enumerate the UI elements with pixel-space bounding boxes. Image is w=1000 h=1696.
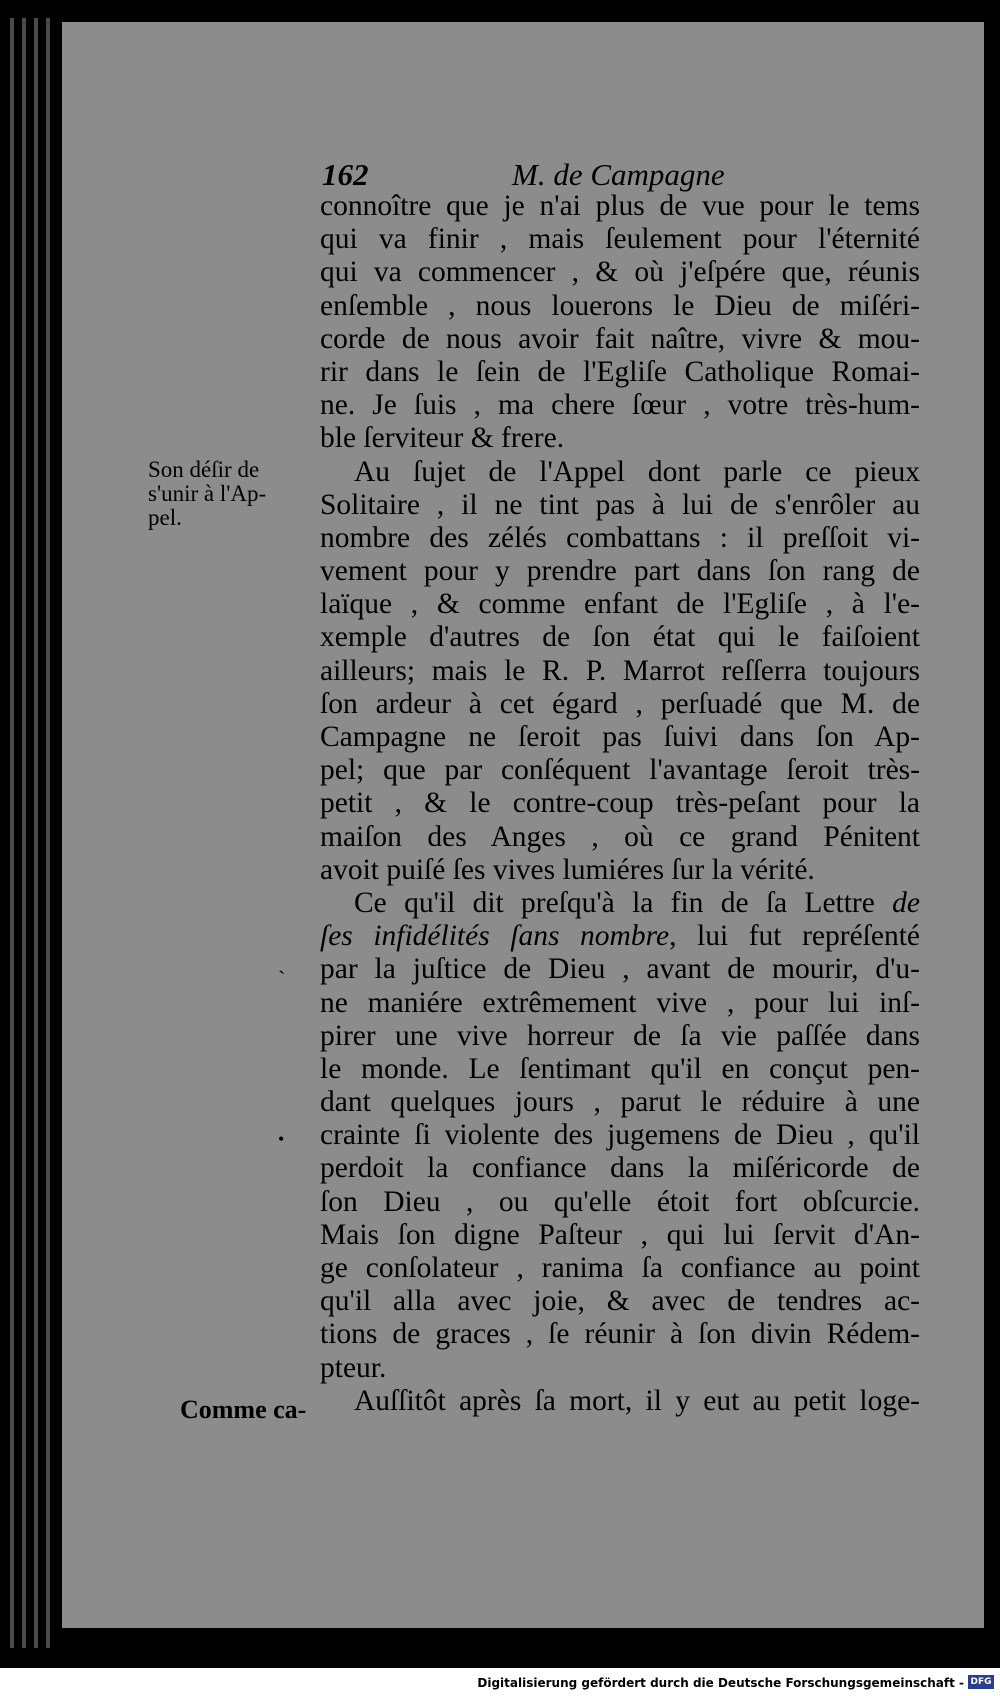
margin-note-line: pel.: [148, 505, 182, 530]
text-fragment: , lui fut repréſenté: [669, 920, 920, 953]
text-line: par la juſtice de Dieu , avant de mourir, d'u-: [320, 953, 920, 986]
margin-note-comme: Comme ca-: [180, 1395, 307, 1424]
text-line: Mais ſon digne Paſteur , qui lui ſervit d'An-: [320, 1218, 920, 1251]
text-line: pirer une vive horreur de ſa vie paſſée dans: [320, 1019, 920, 1052]
text-line: laïque , & comme enfant de l'Egliſe , à l'e-: [320, 588, 920, 621]
ink-speck: •: [278, 1129, 285, 1149]
margin-note-line: s'unir à l'Ap-: [148, 481, 267, 506]
text-line: ne. Je ſuis , ma chere ſœur , votre très-hum-: [320, 389, 920, 422]
text-line: vement pour y prendre part dans ſon rang de: [320, 555, 920, 588]
margin-note-line: Son déſir de: [148, 457, 260, 482]
text-line: pteur.: [320, 1351, 387, 1384]
text-line: [320, 887, 920, 920]
text-line: rir dans le ſein de l'Egliſe Catholique Romai-: [320, 355, 920, 388]
text-line: nombre des zélés combattans : il preſſoit vi-: [320, 521, 920, 554]
text-line: le monde. Le ſentimant qu'il en conçut pen-: [320, 1052, 920, 1085]
digitization-credit: Digitalisierung gefördert durch die Deutsche Forschungsgemeinschaft -: [477, 1676, 964, 1690]
text-line: maiſon des Anges , où ce grand Pénitent: [320, 820, 920, 853]
text-line: ſon Dieu , ou qu'elle étoit fort obſcurcie.: [320, 1185, 920, 1218]
text-line: petit , & le contre-coup très-peſant pour la: [320, 787, 920, 820]
text-line: [320, 920, 920, 953]
italic-fragment: ſes infidélités ſans nombre: [320, 920, 670, 953]
book-edge: [10, 18, 56, 1648]
text-line: qui va finir , mais ſeulement pour l'éternité: [320, 223, 920, 256]
text-line: qui va commencer , & où j'eſpére que, réunis: [320, 256, 920, 289]
text-line: dant quelques jours , parut le réduire à une: [320, 1086, 920, 1119]
text-line: Auſſitôt après ſa mort, il y eut au petit loge-: [354, 1384, 920, 1417]
text-line: perdoit la confiance dans la miſéricorde de: [320, 1152, 920, 1185]
text-line: ſon ardeur à cet égard , perſuadé que M. de: [320, 687, 920, 720]
edge-line: [34, 18, 38, 1648]
text-line: Solitaire , il ne tint pas à lui de s'enrôler au: [320, 488, 920, 521]
text-line: connoître que je n'ai plus de vue pour le tems: [320, 190, 920, 222]
text-line: Campagne ne ſeroit pas ſuivi dans ſon Ap-: [320, 721, 920, 753]
text-line: ailleurs; mais le R. P. Marrot reſſerra toujours: [320, 654, 920, 687]
body-text: [320, 190, 920, 1418]
margin-note-appel: [148, 458, 313, 530]
text-line: ble ſerviteur & frere.: [320, 422, 565, 455]
edge-line: [46, 18, 50, 1648]
ink-speck: `: [278, 966, 286, 991]
running-title: M. de Campagne: [512, 157, 725, 192]
text-line: ne maniére extrêmement vive , pour lui inſ-: [320, 986, 920, 1019]
text-line: tions de graces , ſe réunir à ſon divin Rédem-: [320, 1318, 920, 1351]
edge-line: [10, 18, 14, 1648]
text-line: corde de nous avoir fait naître, vivre & mou-: [320, 322, 920, 355]
text-line: avoit puiſé ſes vives lumiéres ſur la vérité.: [320, 853, 815, 886]
text-line: enſemble , nous louerons le Dieu de miſéri-: [320, 289, 920, 322]
text-line: Au ſujet de l'Appel dont parle ce pieux: [354, 455, 920, 488]
edge-line: [22, 18, 26, 1648]
text-line: ge conſolateur , ranima ſa confiance au point: [320, 1252, 920, 1284]
text-line: qu'il alla avec joie, & avec de tendres ac-: [320, 1285, 920, 1318]
text-line: pel; que par conſéquent l'avantage ſeroit très-: [320, 754, 920, 787]
page-number: 162: [322, 157, 369, 192]
italic-fragment: de: [892, 886, 920, 919]
text-line: xemple d'autres de ſon état qui le faiſoient: [320, 621, 920, 654]
running-head: [322, 155, 742, 195]
text-fragment: Ce qu'il dit preſqu'à la fin de ſa Lettre: [354, 886, 875, 919]
dfg-logo: DFG: [968, 1675, 994, 1689]
text-line: crainte ſi violente des jugemens de Dieu , qu'il: [320, 1119, 920, 1152]
